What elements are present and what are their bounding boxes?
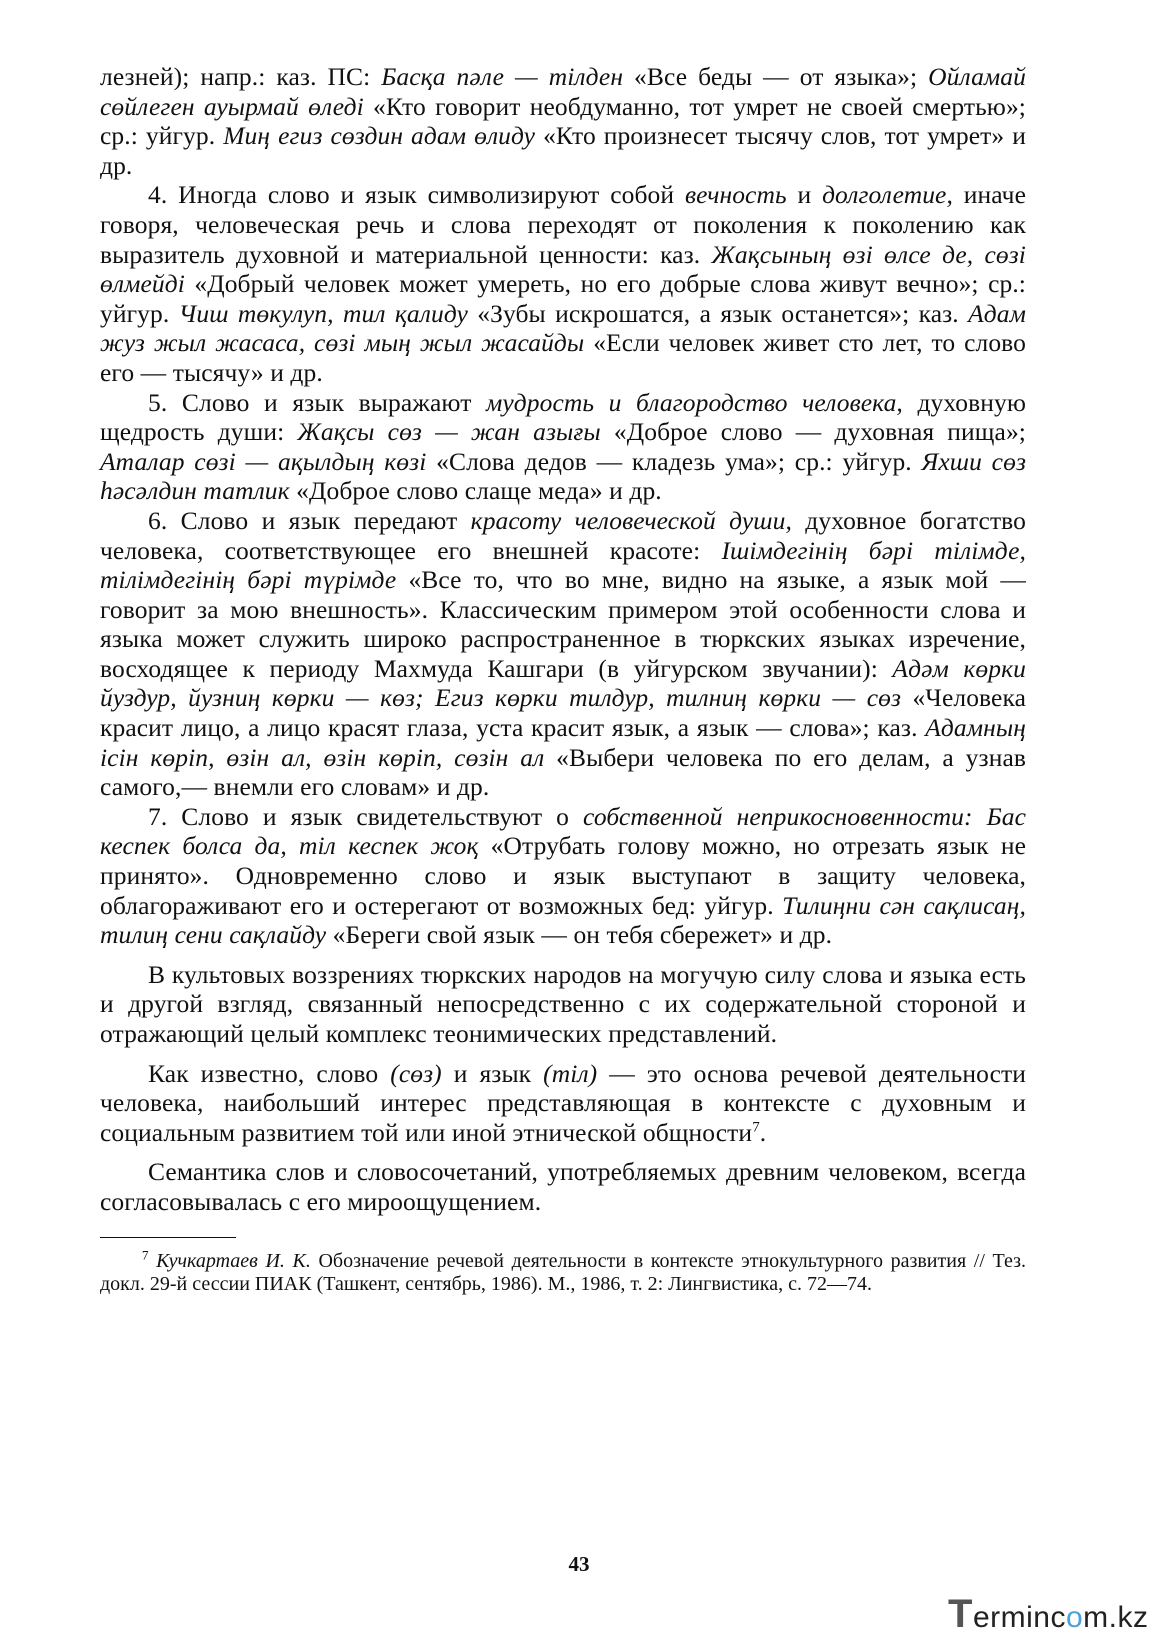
- watermark-text: ermin: [972, 1601, 1051, 1634]
- text-run: «Зубы искрошатся, а язык останется»; каз.: [467, 298, 969, 328]
- text-run: «Береги свой язык — он тебя сбережет» и др.: [326, 920, 833, 950]
- paragraph: [100, 506, 1026, 802]
- text-run: 7. Слово и язык свидетельствуют о: [148, 801, 584, 831]
- text-run: «Кто произнесет тысячу слов, тот умрет» и др.: [100, 121, 1026, 180]
- italic-phrase: Бас кеспек болса да, тіл кеспек жоқ: [100, 801, 1027, 861]
- italic-phrase: красоту человеческой души,: [470, 505, 792, 535]
- text-run: лезней); напр.: каз. ПС:: [100, 62, 382, 91]
- text-run: .: [759, 1117, 767, 1147]
- text-run: «Человека красит лицо, а лицо красят глаза, уста красит язык, а язык — слова»; каз.: [100, 683, 1026, 743]
- text-run: 4. Иногда слово и язык символизируют собой: [148, 180, 685, 210]
- italic-phrase: Чиш төкулуп, тил қалиду: [178, 298, 468, 328]
- text-run: «Все то, что во мне, видно на языке, а язык мой — говорит за мою внешность». Классическим примером этой особенности слова и языка может служить широко распространенное в тюркских языках изречение, восходящее к периоду Махмуда Кашгари (в уйгурском звучании):: [100, 565, 1026, 683]
- text-run: духовную щедрость души:: [100, 387, 1027, 447]
- watermark-initial: T: [948, 1592, 973, 1636]
- italic-phrase: (сөз): [390, 1058, 442, 1088]
- paragraph: [100, 960, 1026, 1049]
- text-run: «Добрый человек может умереть, но его добрые слова живут вечно»; ср.: уйгур.: [100, 269, 1026, 328]
- italic-phrase: (тіл): [543, 1058, 598, 1088]
- footnote-rule: [100, 1237, 236, 1238]
- italic-phrase: долголетие,: [822, 180, 953, 210]
- text-run: «Доброе слово — духовная пища»;: [600, 417, 1026, 447]
- text-run: и язык: [441, 1058, 544, 1088]
- page-number: 43: [568, 1552, 590, 1576]
- text-run: «Все беды — от языка»;: [623, 62, 929, 91]
- watermark-c: c: [1050, 1601, 1066, 1634]
- text-run: и: [786, 180, 823, 210]
- footnote: [100, 1246, 1027, 1297]
- italic-phrase: Яхши сөз һәсәлдин татлик: [100, 446, 1026, 506]
- text-run: «Кто говорит необдуманно, тот умрет не своей смертью»; ср.: уйгур.: [100, 91, 1026, 151]
- footnote-marker: 7: [142, 1246, 149, 1262]
- italic-phrase: мудрость и благородство человека,: [486, 387, 903, 417]
- text-run: Семантика слов и словосочетаний, употребляемых древним человеком, всегда согласовывалась с его мироощущением.: [100, 1157, 1026, 1216]
- footnote-text: Обозначение речевой деятельности в контексте этнокультурного развития // Тез. докл. 29-й сессии ПИАК (Ташкент, сентябрь, 1986). М., 1986, т. 2: Лингвистика, с. 72—74.: [100, 1249, 1027, 1296]
- site-watermark: [948, 1592, 1148, 1637]
- italic-phrase: Адамның ісін көріп, өзін ал, өзін көріп, сөзін ал: [100, 713, 1026, 772]
- italic-phrase: собственной неприкосновенности:: [583, 801, 973, 831]
- footnote-author: Кучкартаев И. К.: [156, 1249, 311, 1272]
- text-run: [973, 802, 987, 831]
- text-run: иначе говоря, человеческая речь и слова переходят от поколения к поколению как выразитель духовной и материальной ценности: каз.: [100, 180, 1027, 269]
- italic-phrase: Миң егиз сөздин адам өлиду: [223, 121, 536, 151]
- paragraph: [100, 1059, 1026, 1148]
- text-run: «Если человек живет сто лет, то слово его — тысячу» и др.: [100, 328, 1027, 387]
- watermark-o: o: [1065, 1601, 1084, 1634]
- text-run: 6. Слово и язык передают: [148, 505, 471, 535]
- italic-phrase: Басқа пәле — тілден: [381, 62, 624, 91]
- text-run: «Доброе слово слаще меда» и др.: [289, 476, 662, 506]
- footnote-text: [149, 1250, 157, 1272]
- text-run: — это основа речевой деятельности человека, наибольший интерес представляющая в контексте с духовным и социальным развитием той или иной этнической общности: [100, 1058, 1027, 1147]
- italic-phrase: вечность: [684, 180, 787, 210]
- text-run: «Отрубать голову можно, но отрезать язык не принято». Одновременно слово и язык выступают в защиту человека, облагораживают его и остерегают от возможных бед: уйгур.: [100, 831, 1026, 920]
- italic-phrase: Жақсы сөз — жан азығы: [297, 417, 601, 447]
- page-body: [100, 62, 1026, 1297]
- text-run: духовное богатство человека, соответствующее его внешней красоте:: [100, 505, 1026, 565]
- text-body: [100, 62, 1026, 1217]
- paragraph: [100, 180, 1026, 387]
- italic-phrase: Ішімдегінің бәрі тілімде, тілімдегінің бәрі түрімде: [100, 535, 1026, 595]
- paragraph: [100, 388, 1026, 506]
- text-run: 5. Слово и язык выражают: [148, 387, 487, 417]
- paragraph: [100, 1157, 1026, 1216]
- italic-phrase: Адәм көрки йуздур, йузниң көрки — көз; Егиз көрки тилдур, тилниң көрки — сөз: [100, 653, 1026, 713]
- paragraph: [100, 62, 1026, 180]
- text-run: В культовых воззрениях тюркских народов на могучую силу слова и языка есть и другой взгляд, связанный непосредственно с их содержательной стороной и отражающий целый комплекс теонимических представлений.: [100, 959, 1026, 1048]
- italic-phrase: Ойламай сөйлеген ауырмай өледі: [100, 62, 1026, 121]
- italic-phrase: Аталар сөзі — ақылдың көзі: [100, 446, 427, 476]
- footnote-ref: 7: [752, 1119, 760, 1136]
- italic-phrase: Жақсының өзі өлсе де, сөзі өлмейді: [100, 239, 1026, 299]
- watermark-rest: m.kz: [1083, 1601, 1149, 1634]
- italic-phrase: Адам жуз жыл жасаса, сөзі мың жыл жасайды: [100, 298, 1026, 358]
- paragraph: [100, 802, 1026, 950]
- text-run: Как известно, слово: [148, 1058, 391, 1088]
- text-run: «Выбери человека по его делам, а узнав самого,— внемли его словам» и др.: [100, 742, 1027, 802]
- text-run: «Слова дедов — кладезь ума»; ср.: уйгур.: [426, 446, 922, 476]
- italic-phrase: Тилиңни сән сақлисаң, тилиң сени сақлайду: [100, 890, 1026, 950]
